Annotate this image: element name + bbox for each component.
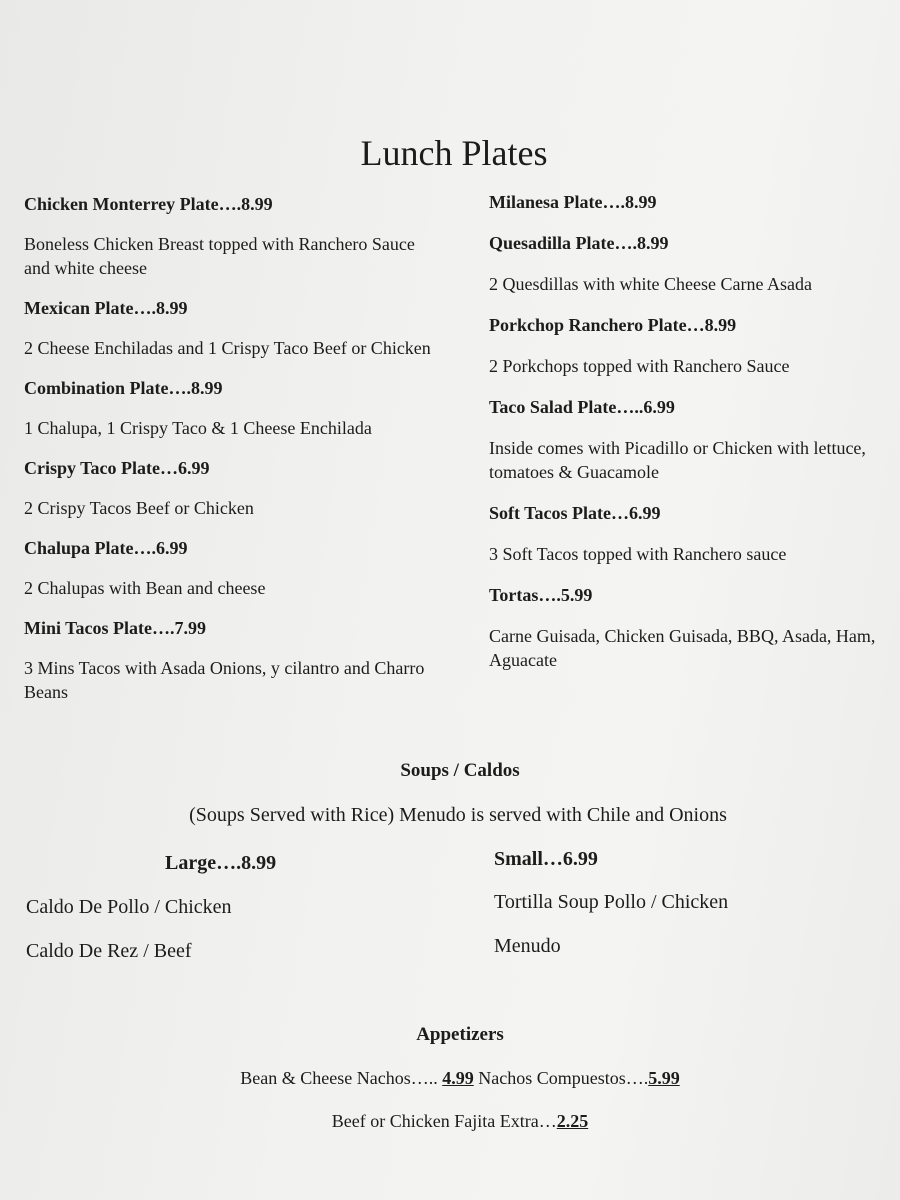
menu-item-description: 2 Crispy Tacos Beef or Chicken [24, 498, 254, 518]
menu-item-description: 3 Mins Tacos with Asada Onions, y cilantro and Charro Beans [24, 658, 425, 702]
left-menu-column [24, 192, 444, 720]
soups-note: (Soups Served with Rice) Menudo is served with Chile and Onions [189, 804, 727, 826]
soup-item: Tortilla Soup Pollo / Chicken [494, 891, 729, 913]
soup-size-small: Small…6.99 [494, 848, 598, 870]
appetizer-line-fajita [0, 1111, 900, 1132]
soups-small-column [494, 846, 894, 977]
menu-item-title: Tortas….5.99 [489, 585, 593, 605]
menu-item-title: Mexican Plate….8.99 [24, 298, 188, 318]
menu-item-title: Mini Tacos Plate….7.99 [24, 618, 207, 638]
menu-item-description: 3 Soft Tacos topped with Ranchero sauce [489, 544, 787, 564]
menu-item-title: Soft Tacos Plate…6.99 [489, 503, 661, 523]
menu-item-title: Taco Salad Plate…..6.99 [489, 397, 675, 417]
menu-item-description: Inside comes with Picadillo or Chicken with lettuce, tomatoes & Guacamole [489, 438, 866, 482]
appetizer-line-nachos [0, 1068, 900, 1089]
menu-item-description: 1 Chalupa, 1 Crispy Taco & 1 Cheese Enchilada [24, 418, 372, 438]
menu-item-description: 2 Chalupas with Bean and cheese [24, 578, 266, 598]
appetizer-price: 2.25 [556, 1111, 589, 1131]
soup-size-large: Large….8.99 [165, 852, 277, 874]
menu-item-description: 2 Cheese Enchiladas and 1 Crispy Taco Beef or Chicken [24, 338, 431, 358]
menu-item-title: Crispy Taco Plate…6.99 [24, 458, 210, 478]
appetizer-label: Bean & Cheese Nachos….. [240, 1068, 438, 1088]
right-menu-column [489, 190, 889, 689]
appetizer-label: Nachos Compuestos…. [478, 1068, 649, 1088]
menu-item-description: Boneless Chicken Breast topped with Ranchero Sauce and white cheese [24, 234, 415, 278]
soup-item: Menudo [494, 935, 561, 957]
menu-item-title: Porkchop Ranchero Plate…8.99 [489, 315, 737, 335]
menu-item-title: Chicken Monterrey Plate….8.99 [24, 194, 273, 214]
soups-heading: Soups / Caldos [400, 760, 520, 781]
menu-item-title: Milanesa Plate….8.99 [489, 192, 657, 212]
appetizer-label: Beef or Chicken Fajita Extra… [331, 1111, 557, 1131]
menu-item-title: Chalupa Plate….6.99 [24, 538, 188, 558]
soup-item: Caldo De Rez / Beef [26, 940, 192, 962]
appetizers-heading: Appetizers [416, 1024, 504, 1045]
soups-large-column [26, 850, 426, 982]
menu-item-description: 2 Quesdillas with white Cheese Carne Asada [489, 274, 812, 294]
appetizer-price: 5.99 [648, 1068, 680, 1088]
soup-item: Caldo De Pollo / Chicken [26, 896, 232, 918]
appetizer-price: 4.99 [442, 1068, 474, 1088]
page-title: Lunch Plates [360, 133, 548, 173]
menu-item-description: 2 Porkchops topped with Ranchero Sauce [489, 356, 790, 376]
menu-item-title: Quesadilla Plate….8.99 [489, 233, 669, 253]
menu-item-title: Combination Plate….8.99 [24, 378, 223, 398]
menu-item-description: Carne Guisada, Chicken Guisada, BBQ, Asada, Ham, Aguacate [489, 626, 876, 670]
